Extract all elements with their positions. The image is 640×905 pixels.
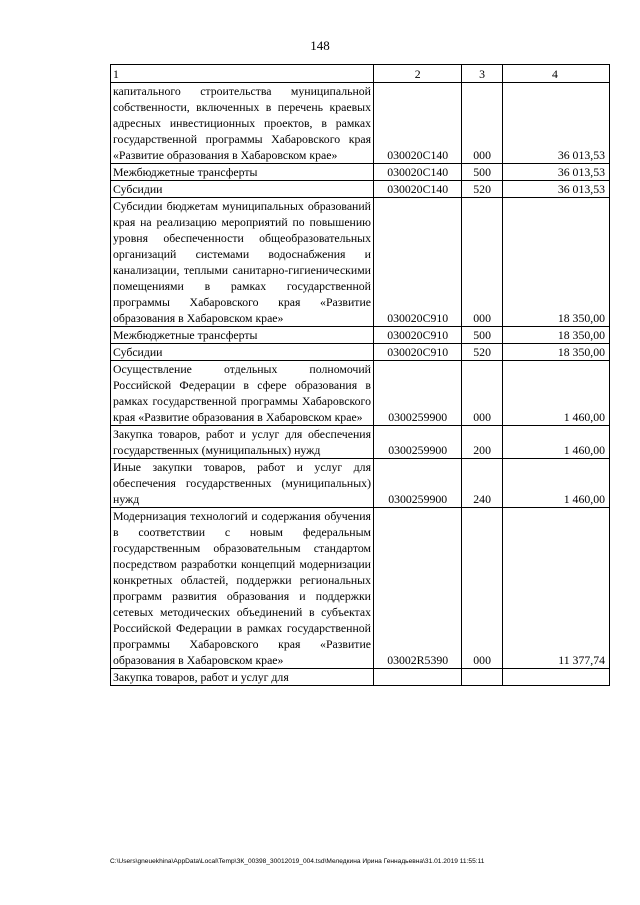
table-row bbox=[111, 83, 610, 164]
table-row bbox=[111, 164, 610, 181]
row-expense-type: 500 bbox=[462, 164, 503, 181]
row-expense-type: 000 bbox=[462, 508, 503, 669]
row-amount: 36 013,53 bbox=[502, 164, 609, 181]
page-number: 148 bbox=[310, 38, 330, 53]
row-amount: 11 377,74 bbox=[502, 508, 609, 669]
row-code bbox=[374, 669, 462, 686]
row-code: 030020С140 bbox=[374, 164, 462, 181]
row-amount: 36 013,53 bbox=[502, 181, 609, 198]
header-col-2: 2 bbox=[374, 65, 462, 83]
row-description: Межбюджетные трансферты bbox=[111, 164, 374, 181]
table-row bbox=[111, 198, 610, 327]
row-description: Закупка товаров, работ и услуг для обеспечения государственных (муниципальных) нужд bbox=[111, 426, 374, 459]
row-amount: 1 460,00 bbox=[502, 459, 609, 508]
table-row bbox=[111, 508, 610, 669]
table-row bbox=[111, 459, 610, 508]
row-code: 030020С910 bbox=[374, 327, 462, 344]
table-header-row bbox=[111, 65, 610, 83]
row-amount: 18 350,00 bbox=[502, 198, 609, 327]
row-expense-type: 000 bbox=[462, 198, 503, 327]
row-description: Модернизация технологий и содержания обучения в соответствии с новым федеральным государственным образовательным стандартом посредством разработки концепций модернизации конкретных областей, поддержки региональных программ развития образования и поддержки сетевых методических объединений в субъектах Российской Федерации в рамках государственной программы Хабаровского края «Развитие образования в Хабаровском крае» bbox=[111, 508, 374, 669]
row-expense-type: 000 bbox=[462, 361, 503, 426]
header-col-4: 4 bbox=[502, 65, 609, 83]
row-code: 030020С910 bbox=[374, 198, 462, 327]
row-code: 0300259900 bbox=[374, 459, 462, 508]
row-expense-type: 520 bbox=[462, 344, 503, 361]
header-col-1: 1 bbox=[111, 65, 374, 83]
budget-table bbox=[110, 64, 610, 686]
row-description: Межбюджетные трансферты bbox=[111, 327, 374, 344]
row-code: 030020С140 bbox=[374, 83, 462, 164]
table-row bbox=[111, 361, 610, 426]
row-amount: 1 460,00 bbox=[502, 361, 609, 426]
row-code: 0300259900 bbox=[374, 361, 462, 426]
row-amount bbox=[502, 669, 609, 686]
table-row bbox=[111, 181, 610, 198]
table-row bbox=[111, 344, 610, 361]
row-code: 030020С140 bbox=[374, 181, 462, 198]
row-description: Субсидии bbox=[111, 344, 374, 361]
row-description: Осуществление отдельных полномочий Российской Федерации в сфере образования в рамках государственной программы Хабаровского края «Развитие образования в Хабаровском крае» bbox=[111, 361, 374, 426]
row-expense-type: 240 bbox=[462, 459, 503, 508]
table-row bbox=[111, 327, 610, 344]
document-footer-path: C:\Users\gneuekhina\AppData\Local\Temp\ЗК_00398_30012019_004.tsd\Меледкина Ирина Геннадьевна\31.01.2019 11:55:11 bbox=[110, 858, 485, 865]
row-description: Иные закупки товаров, работ и услуг для обеспечения государственных (муниципальных) нужд bbox=[111, 459, 374, 508]
row-expense-type: 520 bbox=[462, 181, 503, 198]
row-amount: 1 460,00 bbox=[502, 426, 609, 459]
row-expense-type: 500 bbox=[462, 327, 503, 344]
row-amount: 36 013,53 bbox=[502, 83, 609, 164]
row-amount: 18 350,00 bbox=[502, 327, 609, 344]
row-code: 03002R5390 bbox=[374, 508, 462, 669]
row-code: 0300259900 bbox=[374, 426, 462, 459]
row-expense-type: 200 bbox=[462, 426, 503, 459]
row-description: капитального строительства муниципальной собственности, включенных в перечень краевых адресных инвестиционных проектов, в рамках государственной программы Хабаровского края «Развитие образования в Хабаровском крае» bbox=[111, 83, 374, 164]
row-expense-type bbox=[462, 669, 503, 686]
table-row bbox=[111, 669, 610, 686]
row-description: Субсидии бюджетам муниципальных образований края на реализацию мероприятий по повышению уровня обеспеченности общеобразовательных организаций системами водоснабжения и канализации, теплыми санитарно-гигиеническими помещениями в рамках государственной программы Хабаровского края «Развитие образования в Хабаровском крае» bbox=[111, 198, 374, 327]
row-description: Закупка товаров, работ и услуг для bbox=[111, 669, 374, 686]
row-amount: 18 350,00 bbox=[502, 344, 609, 361]
header-col-3: 3 bbox=[462, 65, 503, 83]
row-code: 030020С910 bbox=[374, 344, 462, 361]
table-row bbox=[111, 426, 610, 459]
row-expense-type: 000 bbox=[462, 83, 503, 164]
row-description: Субсидии bbox=[111, 181, 374, 198]
